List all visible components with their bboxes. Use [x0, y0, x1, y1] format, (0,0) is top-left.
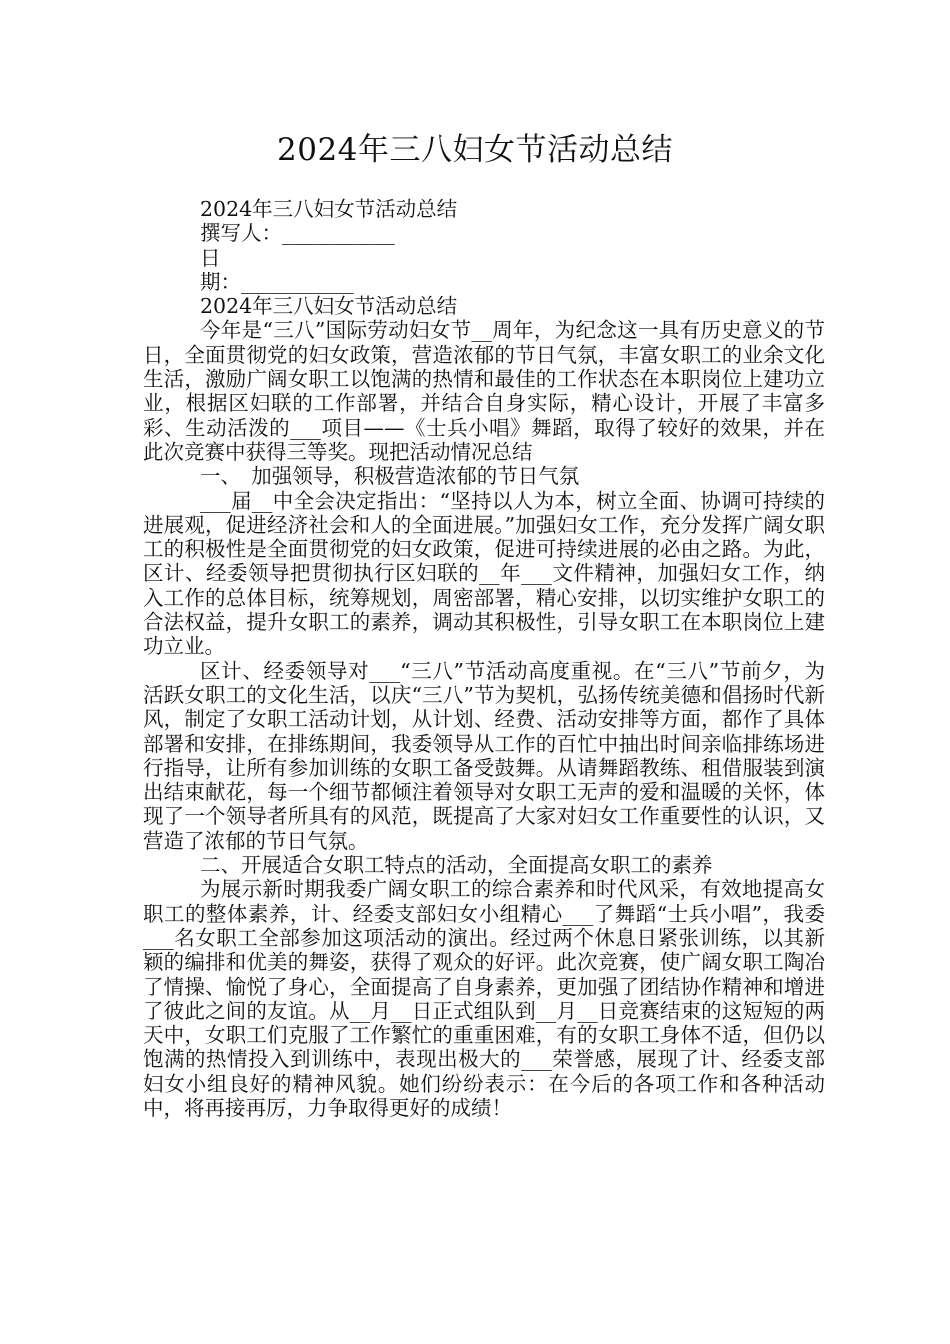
header-line-date: 期：___________	[200, 269, 354, 294]
paragraph-section-2: 为展示新时期我委广阔女职工的综合素养和时代风采，有效地提高女职工的整体素养，计、经委支部妇女小组精心___了舞蹈“士兵小唱”，我委___名女职工全部参加这项活动的演出。经过两个休息日紧张训练，以其新颖的编排和优美的舞姿，获得了观众的好评。此次竞赛，使广阔女职工陶冶了情操、愉悦了身心，全面提高了自身素养，更加强了团结协作精神和增进了彼此之间的友谊。从__月__日正式组队到__月__日竞赛结束的这短短的两天中，女职工们克服了工作繁忙的重重困难，有的女职工身体不适，但仍以饱满的热情投入到训练中，表现出极大的___荣誉感，展现了计、经委支部妇女小组良好的精神风貌。她们纷纷表示：在今后的各项工作和各种活动中，将再接再厉，力争取得更好的成绩！	[143, 877, 825, 1120]
document-title: 2024年三八妇女节活动总结	[277, 132, 673, 168]
paragraph-section-1a: ___届__中全会决定指出：“坚持以人为本，树立全面、协调可持续的进展观，促进经济社会和人的全面进展。”加强妇女工作，充分发挥广阔女职工的积极性是全面贯彻党的妇女政策，促进可持续进展的必由之路。为此，区计、经委领导把贯彻执行区妇联的__年___文件精神，加强妇女工作，纳入工作的总体目标，统筹规划，周密部署，精心安排，以切实维护女职工的合法权益，提升女职工的素养，调动其积极性，引导女职工在本职岗位上建功立业。	[143, 488, 825, 659]
section-heading-2: 二、开展适合女职工特点的活动，全面提高女职工的素养	[200, 853, 713, 878]
paragraph-intro: 今年是“三八”国际劳动妇女节__周年，为纪念这一具有历史意义的节日，全面贯彻党的妇女政策，营造浓郁的节日气氛，丰富女职工的业余文化生活，激励广阔女职工以饱满的热情和最佳的工作状态在本职岗位上建功立业，根据区妇联的工作部署，并结合自身实际，精心设计，开展了丰富多彩、生动活泼的___项目——《士兵小唱》舞蹈，取得了较好的效果，并在此次竞赛中获得三等奖。现把活动情况总结	[143, 318, 825, 464]
document-body	[143, 197, 825, 1120]
header-line-date-char: 日	[200, 245, 221, 270]
section-heading-1: 一、 加强领导，积极营造浓郁的节日气氛	[200, 464, 580, 489]
header-line-subtitle: 2024年三八妇女节活动总结	[200, 294, 458, 319]
header-line-author: 撰写人：___________	[200, 221, 395, 246]
header-line-title: 2024年三八妇女节活动总结	[200, 197, 458, 221]
paragraph-section-1b: 区计、经委领导对___“三八”节活动高度重视。在“三八”节前夕，为活跃女职工的文化生活，以庆“三八”节为契机，弘扬传统美德和倡扬时代新风，制定了女职工活动计划，从计划、经费、活动安排等方面，都作了具体部署和安排，在排练期间，我委领导从工作的百忙中抽出时间亲临排练场进行指导，让所有参加训练的女职工备受鼓舞。从请舞蹈教练、租借服装到演出结束献花，每一个细节都倾注着领导对女职工无声的爱和温暖的关怀，体现了一个领导者所具有的风范，既提高了大家对妇女工作重要性的认识，又营造了浓郁的节日气氛。	[143, 658, 825, 853]
